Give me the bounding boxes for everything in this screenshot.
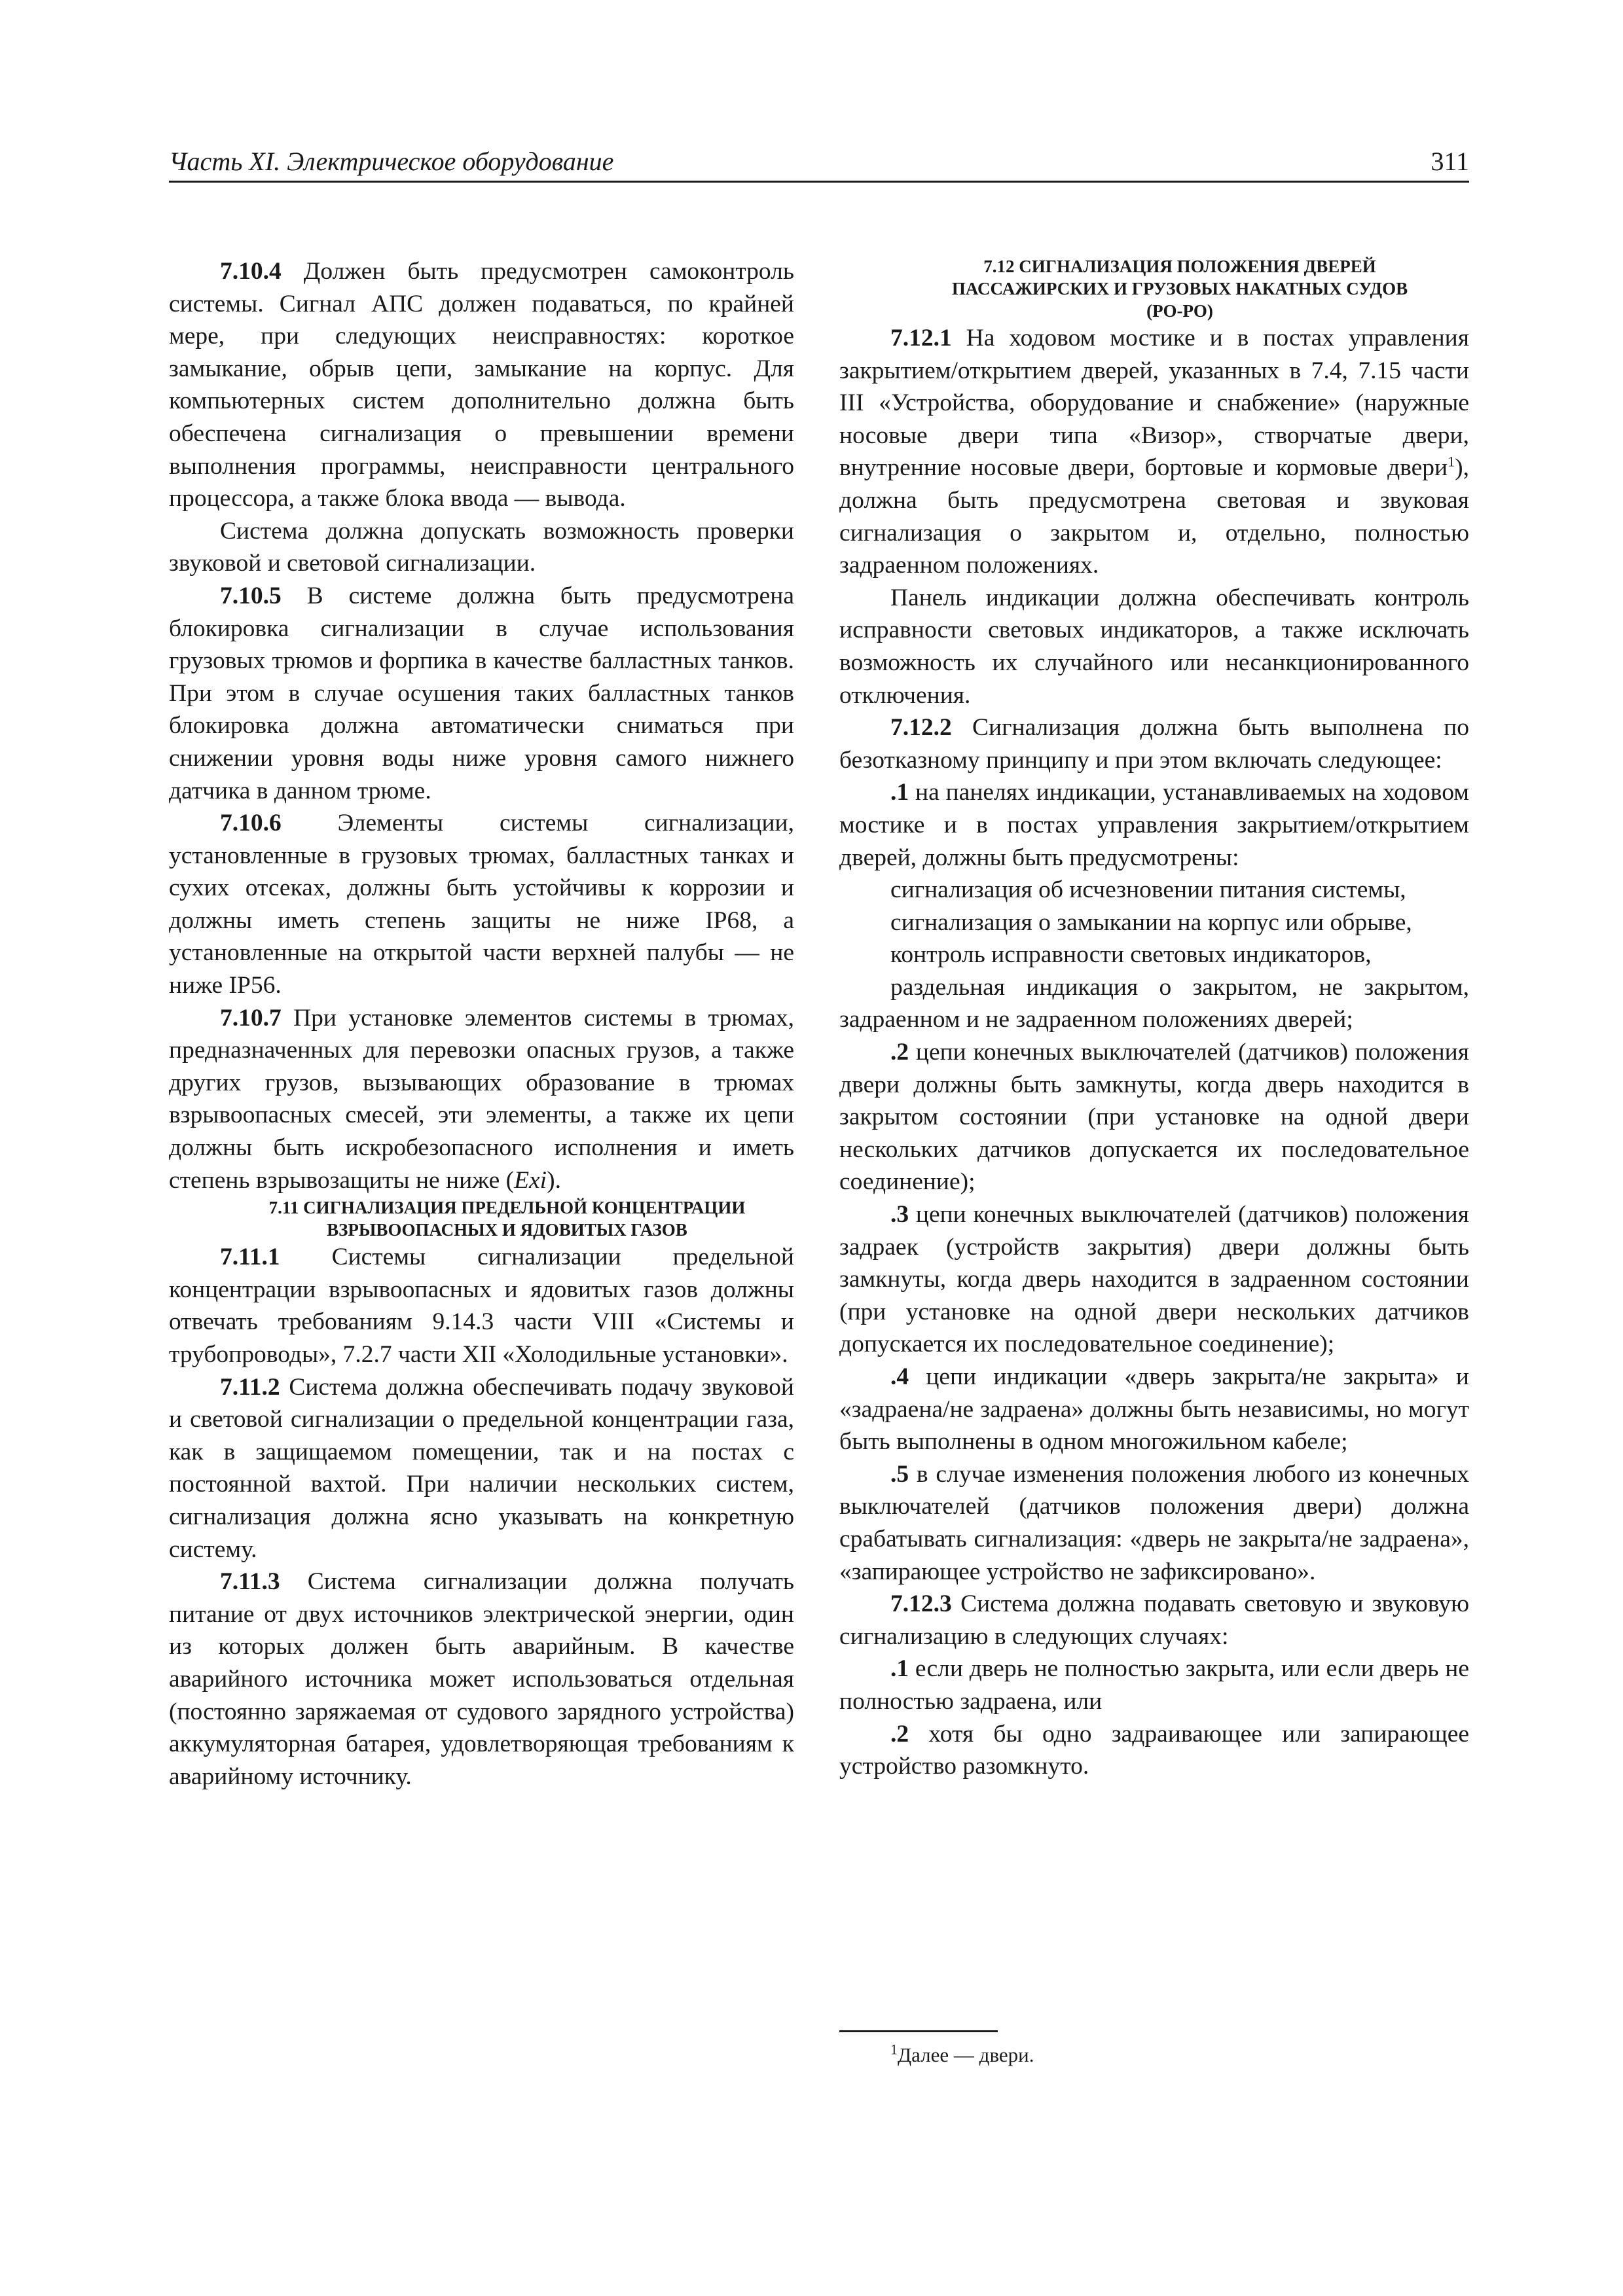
- left-column: [169, 255, 794, 1793]
- sub-item: сигнализация о замыкании на корпус или обрыве,: [890, 908, 1412, 936]
- clause-number: 7.11.1: [220, 1244, 280, 1271]
- clause-number: 7.10.4: [220, 258, 282, 285]
- protection-code: Exi: [514, 1166, 547, 1194]
- footnote: [890, 2043, 1034, 2067]
- list-item-5: [839, 1458, 1469, 1588]
- item-number: .1: [890, 779, 909, 806]
- footnote-mark: 1: [890, 2041, 898, 2058]
- paragraph-7-10-4: [169, 255, 794, 515]
- list-item-1: [839, 776, 1469, 874]
- clause-text: При установке элементов системы в трюмах, предназначенных для перевозки опасных грузов, а также других грузов, вызывающих образование в трюмах взрывоопасных смесей, эти элементы, а также их цепи должны быть искробезопасного исполнения и иметь степень взрывозащиты не ниже (: [169, 1004, 794, 1194]
- item-number: .2: [890, 1039, 909, 1066]
- page-header: [169, 143, 1469, 183]
- paragraph-7-12-2: [839, 711, 1469, 776]
- clause-number: 7.11.3: [220, 1568, 280, 1596]
- heading-line: (РО-РО): [1146, 301, 1213, 321]
- heading-line: ПАССАЖИРСКИХ И ГРУЗОВЫХ НАКАТНЫХ СУДОВ: [951, 279, 1408, 298]
- footnote-text: Далее — двери.: [898, 2043, 1034, 2066]
- list-item-4: [839, 1361, 1469, 1458]
- page-number: 311: [1431, 147, 1469, 176]
- heading-line: 7.11 СИГНАЛИЗАЦИЯ ПРЕДЕЛЬНОЙ КОНЦЕНТРАЦИИ: [268, 1198, 746, 1218]
- clause-text: На ходовом мостике и в постах управления закрытием/открытием дверей, указанных в 7.4, 7.15 части III «Устройства, оборудование и снабжение» (наружные носовые двери типа «Визор», створчатые двери, внутренние носовые двери, бортовые и кормовые двери: [839, 325, 1469, 482]
- item-text: на панелях индикации, устанавливаемых на ходовом мостике и в постах управления закрытием/открытием дверей, должны быть предусмотрены:: [839, 779, 1469, 871]
- section-heading-7-12: [839, 255, 1469, 322]
- paragraph-7-12-3: [839, 1588, 1469, 1653]
- clause-text: В системе должна быть предусмотрена блокировка сигнализации в случае использования грузовых трюмов и форпика в качестве балластных танков. При этом в случае осушения таких балластных танков блокировка должна автоматически сниматься при снижении уровня воды ниже уровня самого нижнего датчика в данном трюме.: [169, 582, 794, 804]
- clause-number: 7.12.1: [890, 325, 952, 351]
- paragraph-7-11-1: [169, 1241, 794, 1371]
- paragraph-7-12-1: [839, 322, 1469, 582]
- clause-text: Система должна обеспечивать подачу звуковой и световой сигнализации о предельной концентрации газа, как в защищаемом помещении, так и на постах с постоянной вахтой. При наличии нескольких систем, сигнализация должна ясно указывать на конкретную систему.: [169, 1373, 794, 1563]
- sub-item: сигнализация об исчезновении питания системы,: [890, 876, 1406, 904]
- item-text: если дверь не полностью закрыта, или если дверь не полностью задраена, или: [839, 1655, 1469, 1715]
- paragraph-7-11-2: [169, 1371, 794, 1566]
- running-title: Часть XI. Электрическое оборудование: [169, 147, 614, 176]
- clause-number: 7.12.3: [890, 1590, 952, 1618]
- footnote-divider: [839, 2030, 998, 2032]
- list-item-2: [839, 1036, 1469, 1198]
- item-number: .1: [890, 1655, 909, 1683]
- item-text: цепи индикации «дверь закрыта/не закрыта» и «задраена/не задраена» должны быть независимы, но могут быть выполнены в одном многожильном кабеле;: [839, 1363, 1469, 1456]
- list-item-3-2: [839, 1718, 1469, 1783]
- paragraph-7-12-1-continued: Панель индикации должна обеспечивать контроль исправности световых индикаторов, а также исключать возможность их случайного или несанкционированного отключения.: [839, 584, 1469, 709]
- clause-text: Система сигнализации должна получать питание от двух источников электрической энергии, один из которых должен быть аварийным. В качестве аварийного источника может использоваться отдельная (постоянно заряжаемая от судового зарядного устройства) аккумуляторная батарея, удовлетворяющая требованиям к аварийному источнику.: [169, 1568, 794, 1790]
- right-column: [839, 255, 1469, 1783]
- heading-line: 7.12 СИГНАЛИЗАЦИЯ ПОЛОЖЕНИЯ ДВЕРЕЙ: [983, 257, 1376, 276]
- item-number: .4: [890, 1363, 909, 1390]
- list-item-3-1: [839, 1653, 1469, 1717]
- paragraph-7-10-6: [169, 807, 794, 1002]
- list-item-3: [839, 1198, 1469, 1361]
- paragraph-7-11-3: [169, 1566, 794, 1793]
- clause-number: 7.10.5: [220, 582, 282, 609]
- clause-number: 7.11.2: [220, 1373, 280, 1401]
- sub-item: контроль исправности световых индикаторов,: [890, 941, 1372, 969]
- item-text: хотя бы одно задраивающее или запирающее устройство разомкнуто.: [839, 1720, 1469, 1780]
- paragraph-7-10-5: [169, 580, 794, 807]
- paragraph-7-10-4-continued: Система должна допускать возможность проверки звуковой и световой сигнализации.: [169, 517, 794, 577]
- clause-number: 7.10.7: [220, 1004, 282, 1031]
- clause-text: Система должна подавать световую и звуковую сигнализацию в следующих случаях:: [839, 1590, 1469, 1650]
- item-text: в случае изменения положения любого из конечных выключателей (датчиков положения двери) должна срабатывать сигнализация: «дверь не закрыта/не задраена», «запирающее устройство не зафиксировано».: [839, 1460, 1469, 1585]
- footnote-marker: 1: [1448, 453, 1455, 470]
- clause-text: Сигнализация должна быть выполнена по безотказному принципу и при этом включать следующее:: [839, 714, 1469, 774]
- heading-line: ВЗРЫВООПАСНЫХ И ЯДОВИТЫХ ГАЗОВ: [327, 1220, 687, 1240]
- sub-item: раздельная индикация о закрытом, не закрытом, задраенном и не задраенном положениях дверей;: [839, 973, 1469, 1033]
- paragraph-7-10-7: [169, 1002, 794, 1197]
- item-text: цепи конечных выключателей (датчиков) положения двери должны быть замкнуты, когда дверь находится в закрытом состоянии (при установке на одной двери нескольких датчиков допускается их последовательное соединение);: [839, 1039, 1469, 1196]
- item-number: .2: [890, 1720, 909, 1748]
- item-number: .3: [890, 1201, 909, 1229]
- item-number: .5: [890, 1460, 909, 1488]
- clause-number: 7.12.2: [890, 714, 952, 742]
- clause-number: 7.10.6: [220, 810, 282, 837]
- clause-text: Системы сигнализации предельной концентрации взрывоопасных и ядовитых газов должны отвечать требованиям 9.14.3 части VIII «Системы и трубопроводы», 7.2.7 части XII «Холодильные установки».: [169, 1244, 794, 1368]
- clause-text-end: ).: [547, 1166, 561, 1194]
- item-text: цепи конечных выключателей (датчиков) положения задраек (устройств закрытия) двери должны быть замкнуты, когда дверь находится в задраенном состоянии (при установке на одной двери нескольких датчиков допускается их последовательное соединение);: [839, 1201, 1469, 1358]
- section-heading-7-11: [169, 1196, 794, 1241]
- clause-text-end: ), должна быть предусмотрена световая и звуковая сигнализация о закрытом и, отдельно, полностью задраенном положениях.: [839, 454, 1469, 579]
- clause-text: Элементы системы сигнализации, установленные в грузовых трюмах, балластных танках и сухих отсеках, должны быть устойчивы к коррозии и должны иметь степень защиты не ниже IP68, а установленные на открытой части верхней палубы — не ниже IP56.: [169, 810, 794, 999]
- clause-text: Должен быть предусмотрен самоконтроль системы. Сигнал АПС должен подаваться, по крайней мере, при следующих неисправностях: короткое замыкание, обрыв цепи, замыкание на корпус. Для компьютерных систем дополнительно должна быть обеспечена сигнализация о превышении времени выполнения программы, неисправности центрального процессора, а также блока ввода — вывода.: [169, 258, 794, 512]
